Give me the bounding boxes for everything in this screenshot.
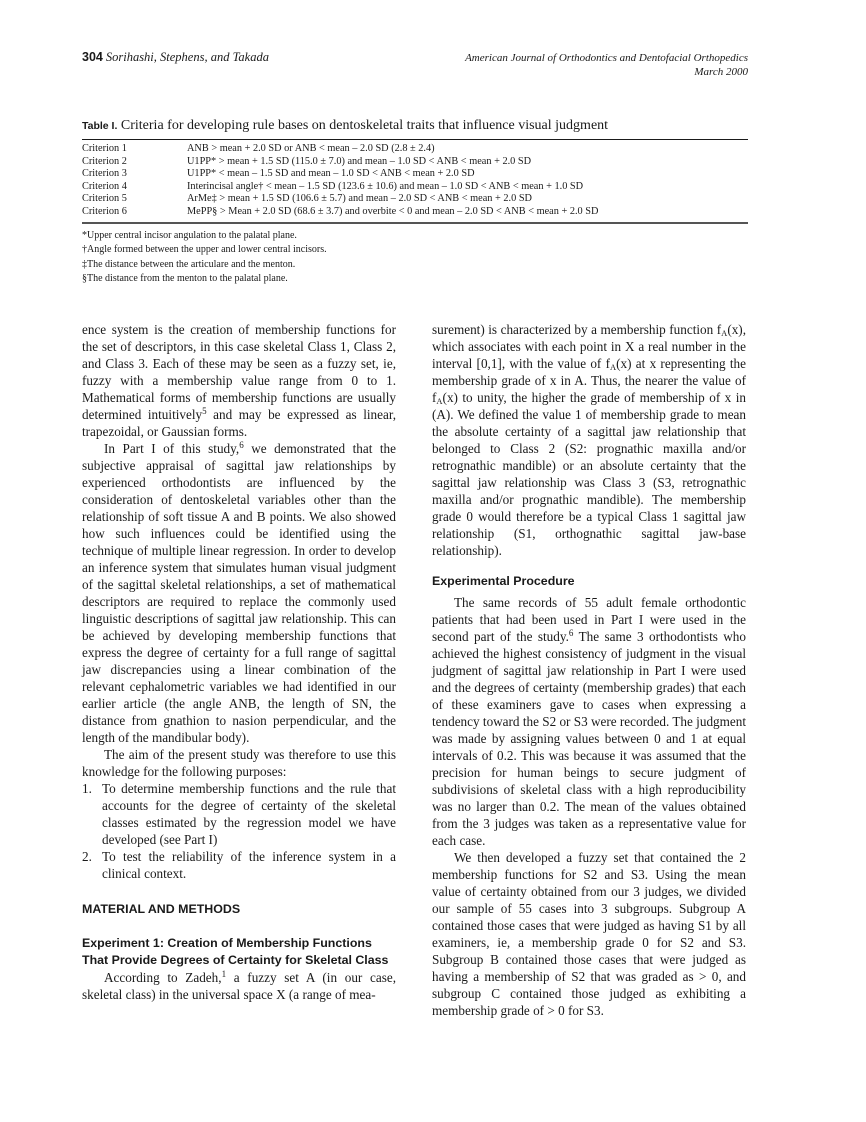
citation-ref[interactable]: 1: [221, 969, 227, 979]
paragraph: We then developed a fuzzy set that contained the 2 membership functions for S2 and S3. Using the mean value of certainty obtained from our 3 judges, we divided our sample of 55 cases into 3 subgroups. Subgroup A contained those cases that were judged as having S1 by all examiners, ie, a membership grade 0 for S2 and S3. Subgroup B contained those cases that were judged as having a membership of S2 that was graded as > 0, and subgroup C contained those judged as exhibiting a membership grade of > 0 for S3.: [432, 850, 746, 1018]
criterion-label: Criterion 6: [82, 205, 127, 217]
list-item: 1. To determine membership functions and the rule that accounts for the degree of certainty of the skeletal classes estimated by the regression model we have developed (see Part I): [82, 781, 396, 847]
purpose-list: [82, 780, 396, 882]
criterion-rule: U1PP* > mean + 1.5 SD (115.0 ± 7.0) and mean – 1.0 SD < ANB < mean + 2.0 SD: [187, 155, 532, 167]
paragraph: According to Zadeh,$^1$ a fuzzy set A (in our case, skeletal class) in the universal space X (a range of mea-: [82, 969, 396, 1002]
table-row: [82, 193, 748, 206]
running-header-left: [82, 50, 269, 65]
table-bottom-rule: [82, 222, 748, 224]
table-row: [82, 168, 748, 181]
footnote: *Upper central incisor angulation to the palatal plane.: [82, 229, 297, 241]
paragraph: The same records of 55 adult female orthodontic patients that had been used in Part I were used in the second part of the study.$^6$ The same 3 orthodontists who achieved the highest consistency of judgment in the visual judgment of sagittal jaw relationship in Part I were used and the degrees of certainty (membership grades) that each of these examiners gave to cases when expressing a tendency toward the S2 or S3 were recorded. The judgment was made by assigning values between 0 and 1 at equal intervals of 0.2. This was because it was assumed that the precision for human beings to secure judgment of subdivisions of skeletal class with a high reproducibility was no larger than 0.2. The mean of the values obtained from the 3 judges was taken as a representative value for each case.: [432, 595, 746, 848]
table-caption-text: Criteria for developing rule bases on dentoskeletal traits that influence visual judgment: [120, 118, 609, 133]
criteria-table: [82, 117, 748, 287]
subsection-heading: Experimental Procedure: [432, 574, 575, 588]
footnote: §The distance from the menton to the palatal plane.: [82, 273, 288, 285]
citation-ref[interactable]: 6: [239, 440, 244, 450]
footnote: ‡The distance between the articulare and the menton.: [82, 258, 296, 270]
criterion-rule: ArMe‡ > mean + 1.5 SD (106.6 ± 5.7) and mean – 2.0 SD < ANB < mean + 2.0 SD: [187, 193, 532, 205]
left-column: [82, 321, 396, 1003]
running-header-right: [465, 51, 748, 79]
citation-ref[interactable]: 6: [568, 628, 574, 638]
subsection-heading: Experiment 1: Creation of Membership Functions That Provide Degrees of Certainty for Skeletal Class: [82, 936, 389, 967]
issue-date: March 2000: [694, 66, 748, 78]
table-row: [82, 181, 748, 194]
section-heading: MATERIAL AND METHODS: [82, 902, 241, 916]
criterion-label: Criterion 1: [82, 143, 127, 154]
table-body: [82, 140, 748, 222]
citation-ref[interactable]: 5: [202, 406, 207, 416]
criterion-label: Criterion 5: [82, 193, 127, 205]
table-footnotes: [82, 229, 748, 287]
paragraph: surement) is characterized by a membership function $f_A(x)$, which associates with each point in X a real number in the interval [0,1], with the value of $f_A(x)$ at x representing the membership grade of x in A. Thus, the nearer the value of $f_A(x)$ to unity, the higher the grade of membership of x in (A). We defined the value 1 of membership grade to mean the absolute certainty of a sagittal jaw relationship that belonged to Class 2 (S2: prognathic maxilla and/or retrognathic mandible) or an absolute certainty that the sagittal jaw relationship was Class 3 (S3, retrognathic maxilla and/or prognathic mandible). The membership grade 0 would therefore be a typical Class 1 sagittal jaw relationship (S1, orthognathic sagittal jaw-base relationship).: [432, 322, 746, 558]
criterion-label: Criterion 2: [82, 155, 127, 167]
table-row: [82, 206, 748, 219]
criterion-rule: ANB > mean + 2.0 SD or ANB < mean – 2.0 SD (2.8 ± 2.4): [187, 143, 435, 154]
criterion-label: Criterion 3: [82, 168, 127, 180]
paragraph: ence system is the creation of membership functions for the set of descriptors, in this case skeletal Class 1, Class 2, and Class 3. Each of these may be seen as a fuzzy set, ie, fuzzy with a membership value range from 0 to 1. Mathematical forms of membership functions are usually determined intuitively$^5$ and may be expressed as linear, trapezoidal, or Gaussian forms.: [82, 322, 397, 439]
table-caption: [82, 117, 748, 135]
criterion-label: Criterion 4: [82, 180, 127, 192]
author-list: Sorihashi, Stephens, and Takada: [105, 50, 269, 64]
list-item: 2. To test the reliability of the inference system in a clinical context.: [82, 849, 396, 881]
journal-title: American Journal of Orthodontics and Dentofacial Orthopedics: [465, 52, 748, 64]
table-row: [82, 156, 748, 169]
table-row: [82, 143, 748, 156]
footnote: †Angle formed between the upper and lower central incisors.: [82, 244, 327, 256]
page-number: 304: [82, 50, 103, 64]
right-column: [432, 321, 746, 1019]
table-label: Table I.: [82, 120, 118, 132]
criterion-rule: Interincisal angle† < mean – 1.5 SD (123.6 ± 10.6) and mean – 1.0 SD < ANB < mean + 1.0 SD: [187, 180, 584, 192]
paragraph: The aim of the present study was therefore to use this knowledge for the following purposes:: [82, 747, 396, 779]
criterion-rule: U1PP* < mean – 1.5 SD and mean – 1.0 SD < ANB < mean + 2.0 SD: [187, 168, 475, 180]
paragraph: In Part I of this study,$^6$ we demonstrated that the subjective appraisal of sagittal jaw relationships by experienced orthodontists are influenced by the consideration of dentoskeletal variables other than the relationship of soft tissue A and B points. We also showed how such influences could be identified using the technique of multiple linear regression. In order to develop an inference system that simulates human visual judgment of the sagittal skeletal relationships, a set of mathematical descriptors are required to replace the commonly used linguistic descriptions of sagittal jaw relationship. This can be achieved by developing membership functions that express the degree of certainty for a full range of sagittal jaw discrepancies using a linear combination of the relevant cephalometric variables we had identified in our earlier article (the angle ANB, the length of SN, the distance from gnathion to nasion perpendicular, and the length of the mandibular body).: [82, 440, 396, 745]
running-header: [82, 50, 748, 90]
criterion-rule: MePP§ > Mean + 2.0 SD (68.6 ± 3.7) and overbite < 0 and mean – 2.0 SD < ANB < mean + 2.0 SD: [187, 205, 599, 217]
